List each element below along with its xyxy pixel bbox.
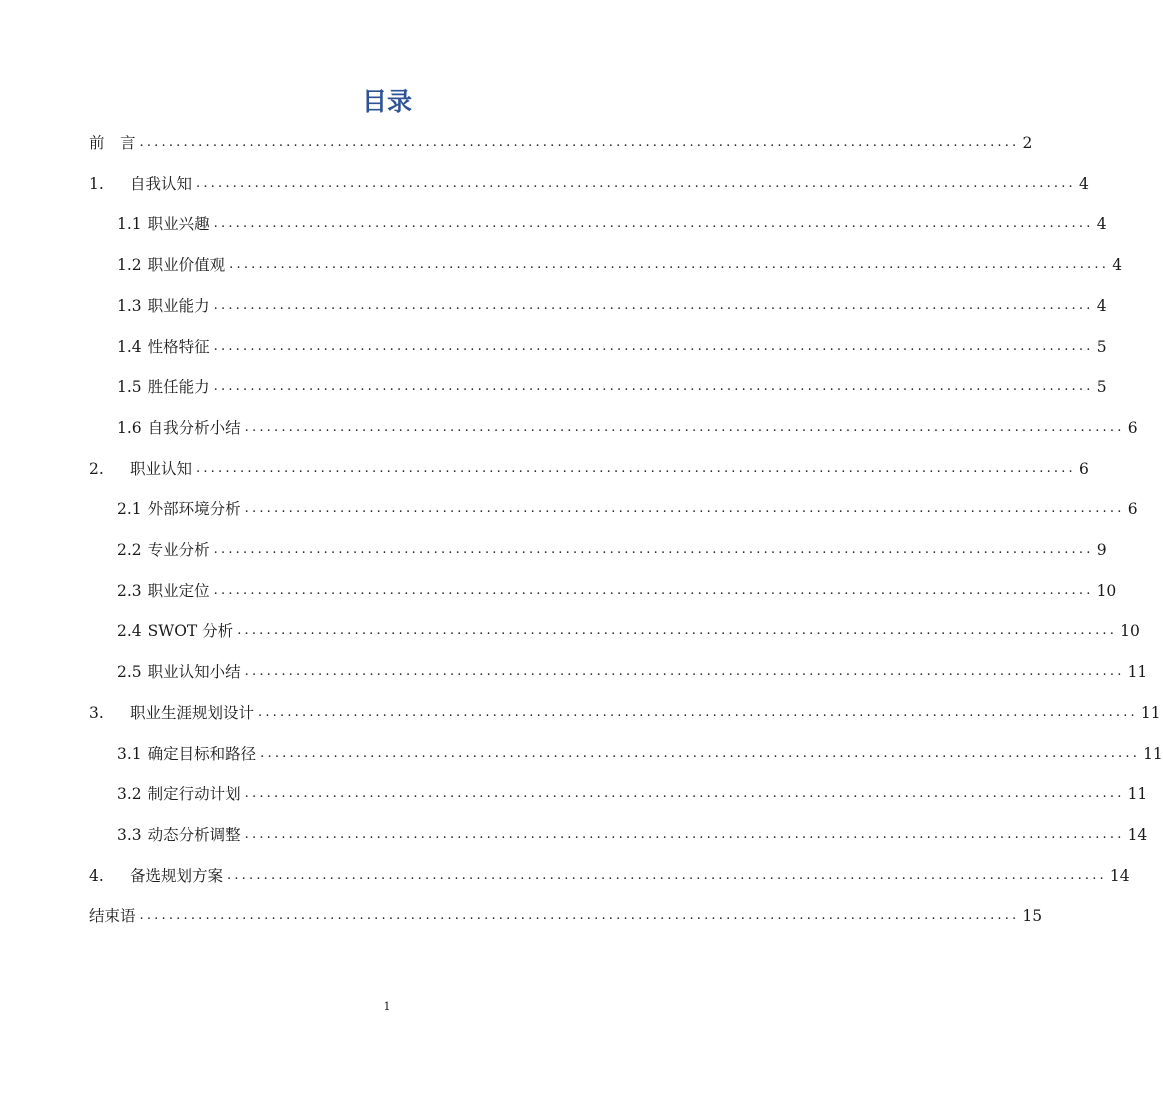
- page-number: 1: [383, 1000, 391, 1013]
- toc-entry[interactable]: [117, 774, 1148, 814]
- toc-entry-page: 11: [1140, 703, 1161, 722]
- toc-dot-leader: ........................................................................................................................: [139, 908, 1020, 924]
- toc-entry-page: 4: [1079, 174, 1089, 193]
- toc-entry-title: 结束语: [89, 907, 136, 926]
- toc-entry[interactable]: [117, 571, 1117, 611]
- toc-entry-page: 4: [1112, 256, 1123, 275]
- toc-entry-page: 10: [1096, 581, 1117, 600]
- toc-entry-page: 14: [1109, 866, 1130, 885]
- toc-entry-title: 职业认知: [130, 459, 193, 478]
- toc-entry-number: 2.: [89, 459, 104, 478]
- toc-entry-page: 2: [1022, 134, 1033, 152]
- toc-entry[interactable]: [89, 123, 1033, 163]
- toc-entry-page: 6: [1079, 459, 1089, 478]
- toc-dot-leader: ........................................................................................................................: [213, 379, 1094, 395]
- toc-entry-number: 1.: [89, 174, 104, 193]
- toc-entry[interactable]: [117, 367, 1107, 407]
- toc-entry-page: 10: [1120, 622, 1140, 641]
- toc-entry[interactable]: [117, 408, 1138, 448]
- toc-entry[interactable]: [89, 449, 1089, 489]
- toc-entry-title: 胜任能力: [147, 378, 210, 397]
- toc-entry-page: 5: [1096, 337, 1107, 356]
- toc-dot-leader: ........................................................................................................................: [260, 745, 1141, 761]
- toc-entry-page: 11: [1127, 785, 1148, 804]
- toc-entry-number: 1.4: [117, 337, 142, 356]
- toc-entry[interactable]: [89, 896, 1043, 936]
- toc-entry-number: 2.4: [117, 622, 142, 641]
- toc-dot-leader: ........................................................................................................................: [244, 786, 1125, 802]
- toc-entry[interactable]: [117, 286, 1107, 326]
- toc-entry-title: 专业分析: [147, 541, 210, 559]
- toc-entry-page: 15: [1022, 907, 1043, 926]
- toc-dot-leader: ........................................................................................................................: [244, 826, 1125, 842]
- toc-entry-title: 自我认知: [130, 174, 193, 193]
- toc-entry-number: 3.1: [117, 744, 142, 763]
- toc-dot-leader: ........................................................................................................................: [196, 460, 1076, 476]
- toc-entry-title: 职业兴趣: [147, 215, 210, 234]
- toc-entry-number: 2.3: [117, 581, 142, 600]
- toc-entry-page: 11: [1143, 744, 1163, 763]
- toc-entry-title: 确定目标和路径: [147, 744, 257, 763]
- toc-entry-number: 3.3: [117, 825, 142, 844]
- toc-entry-number: 1.2: [117, 256, 142, 275]
- toc-entry-number: 1.6: [117, 418, 142, 437]
- toc-entry[interactable]: [117, 652, 1148, 692]
- toc-dot-leader: ........................................................................................................................: [213, 582, 1094, 598]
- toc-entry[interactable]: [117, 815, 1148, 855]
- toc-entry-page: 5: [1096, 378, 1107, 397]
- toc-entry-title: SWOT 分析: [147, 622, 234, 641]
- toc-dot-leader: ........................................................................................................................: [258, 704, 1138, 720]
- toc-dot-leader: ........................................................................................................................: [244, 501, 1125, 517]
- toc-entry[interactable]: [117, 327, 1107, 367]
- toc-dot-leader: ........................................................................................................................: [213, 338, 1094, 354]
- toc-entry-title: 自我分析小结: [147, 418, 241, 437]
- toc-dot-leader: ........................................................................................................................: [213, 542, 1094, 557]
- toc-entry-number: 3.: [89, 703, 104, 722]
- toc-dot-leader: ........................................................................................................................: [213, 297, 1094, 313]
- toc-dot-leader: ........................................................................................................................: [244, 419, 1125, 435]
- toc-entry[interactable]: [117, 530, 1107, 570]
- toc-entry-title: 外部环境分析: [147, 500, 241, 519]
- toc-dot-leader: ........................................................................................................................: [227, 867, 1107, 883]
- toc-dot-leader: ........................................................................................................................: [196, 175, 1076, 191]
- toc-entry-title: 备选规划方案: [130, 866, 224, 885]
- toc-entry[interactable]: [117, 734, 1163, 774]
- toc-title: 目录: [361, 87, 412, 116]
- toc-entry-number: 1.1: [117, 215, 142, 234]
- toc-entry-title: 前 言: [89, 134, 136, 152]
- toc-entry[interactable]: [117, 245, 1123, 285]
- toc-entry-page: 4: [1096, 296, 1107, 315]
- toc-entry[interactable]: [89, 856, 1130, 896]
- toc-entry[interactable]: [89, 693, 1161, 733]
- toc-entry-number: 4.: [89, 866, 104, 885]
- toc-dot-leader: ........................................................................................................................: [139, 135, 1020, 150]
- toc-entry[interactable]: [89, 164, 1089, 204]
- toc-dot-leader: ........................................................................................................................: [229, 257, 1110, 273]
- toc-entry-number: 2.2: [117, 541, 142, 559]
- toc-entry-title: 职业生涯规划设计: [130, 703, 255, 722]
- toc-dot-leader: ........................................................................................................................: [213, 216, 1094, 232]
- toc-entry-page: 9: [1096, 541, 1107, 559]
- toc-entry-number: 1.3: [117, 296, 142, 315]
- toc-entry-title: 职业认知小结: [147, 663, 241, 682]
- toc-entry-page: 14: [1127, 825, 1148, 844]
- toc-entry[interactable]: [117, 611, 1140, 651]
- toc-entry-number: 2.1: [117, 500, 142, 519]
- toc-entry-page: 4: [1096, 215, 1107, 234]
- toc-entry-page: 6: [1127, 500, 1138, 519]
- toc-entry-title: 职业能力: [147, 296, 210, 315]
- toc-entry-number: 1.5: [117, 378, 142, 397]
- toc-entry[interactable]: [117, 204, 1107, 244]
- toc-entry-number: 2.5: [117, 663, 142, 682]
- toc-entry-page: 6: [1127, 418, 1138, 437]
- toc-entry-title: 制定行动计划: [147, 785, 241, 804]
- toc-dot-leader: ........................................................................................................................: [244, 664, 1125, 680]
- toc-entry[interactable]: [117, 489, 1138, 529]
- toc-entry-title: 职业定位: [147, 581, 210, 600]
- toc-entry-number: 3.2: [117, 785, 142, 804]
- toc-entry-page: 11: [1127, 663, 1148, 682]
- toc-entry-title: 性格特征: [147, 337, 210, 356]
- toc-entry-title: 动态分析调整: [147, 825, 241, 844]
- toc-dot-leader: ........................................................................................................................: [237, 623, 1118, 639]
- toc-entry-title: 职业价值观: [147, 256, 226, 275]
